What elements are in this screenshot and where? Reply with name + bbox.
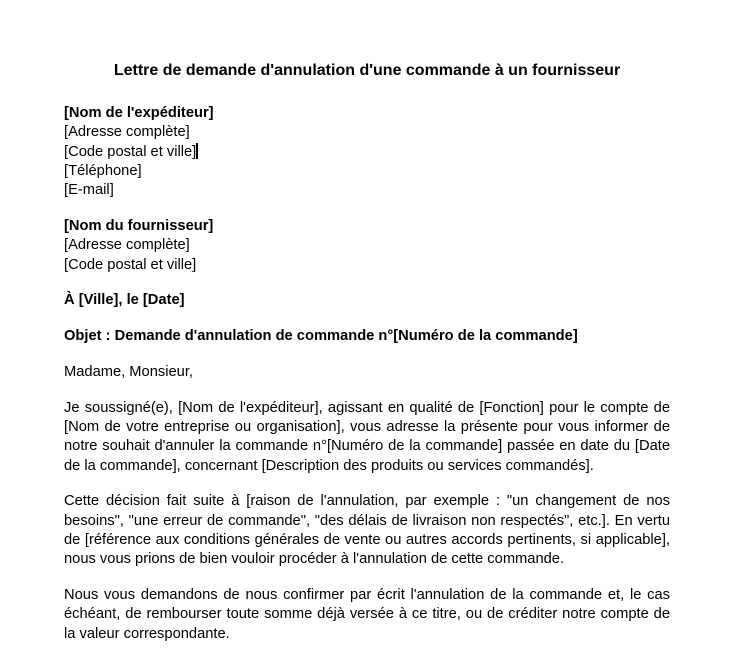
recipient-name[interactable]: [Nom du fournisseur]: [64, 217, 214, 234]
date-line[interactable]: À [Ville], le [Date]: [64, 292, 185, 309]
sender-email[interactable]: [E-mail]: [64, 182, 114, 199]
salutation[interactable]: Madame, Monsieur,: [64, 363, 193, 380]
document-title[interactable]: Lettre de demande d'annulation d'une commande à un fournisseur: [113, 62, 621, 79]
sender-postal-city[interactable]: [Code postal et ville]: [64, 143, 197, 160]
recipient-postal-city[interactable]: [Code postal et ville]: [64, 256, 197, 273]
text-cursor-caret: [196, 143, 198, 159]
sender-postal-city-line[interactable]: [64, 143, 670, 162]
body-paragraph-3[interactable]: Nous vous demandons de nous confirmer par écrit l'annulation de la commande et, le cas échéant, de rembourser toute somme déjà versée à ce titre, ou de créditer notre compte de la valeur correspondante.: [64, 587, 670, 642]
sender-name[interactable]: [Nom de l'expéditeur]: [64, 105, 214, 121]
subject-line[interactable]: Objet : Demande d'annulation de commande n°[Numéro de la commande]: [64, 328, 578, 345]
sender-address[interactable]: [Adresse complète]: [64, 124, 190, 141]
body-paragraph-2[interactable]: Cette décision fait suite à [raison de l'annulation, par exemple : "un changement de nos besoins", "une erreur de commande", "des délais de livraison non respectés", etc.]. En vertu de [référence aux conditions générales de vente ou autres accords pertinents, si applicable], nous vous prions de bien vouloir procéder à l'annulation de cette commande.: [64, 493, 670, 568]
recipient-address[interactable]: [Adresse complète]: [64, 237, 190, 254]
body-paragraph-1[interactable]: Je soussigné(e), [Nom de l'expéditeur], agissant en qualité de [Fonction] pour le compte de [Nom de votre entreprise ou organisation], vous adresse la présente pour vous informer de notre souhait d'annuler la commande n°[Numéro de la commande] passée en date du [Date de la commande], concernant [Description des produits ou services commandés].: [64, 399, 670, 474]
sender-phone[interactable]: [Téléphone]: [64, 162, 142, 179]
sender-block[interactable]: [64, 104, 670, 200]
recipient-block[interactable]: [64, 217, 670, 275]
